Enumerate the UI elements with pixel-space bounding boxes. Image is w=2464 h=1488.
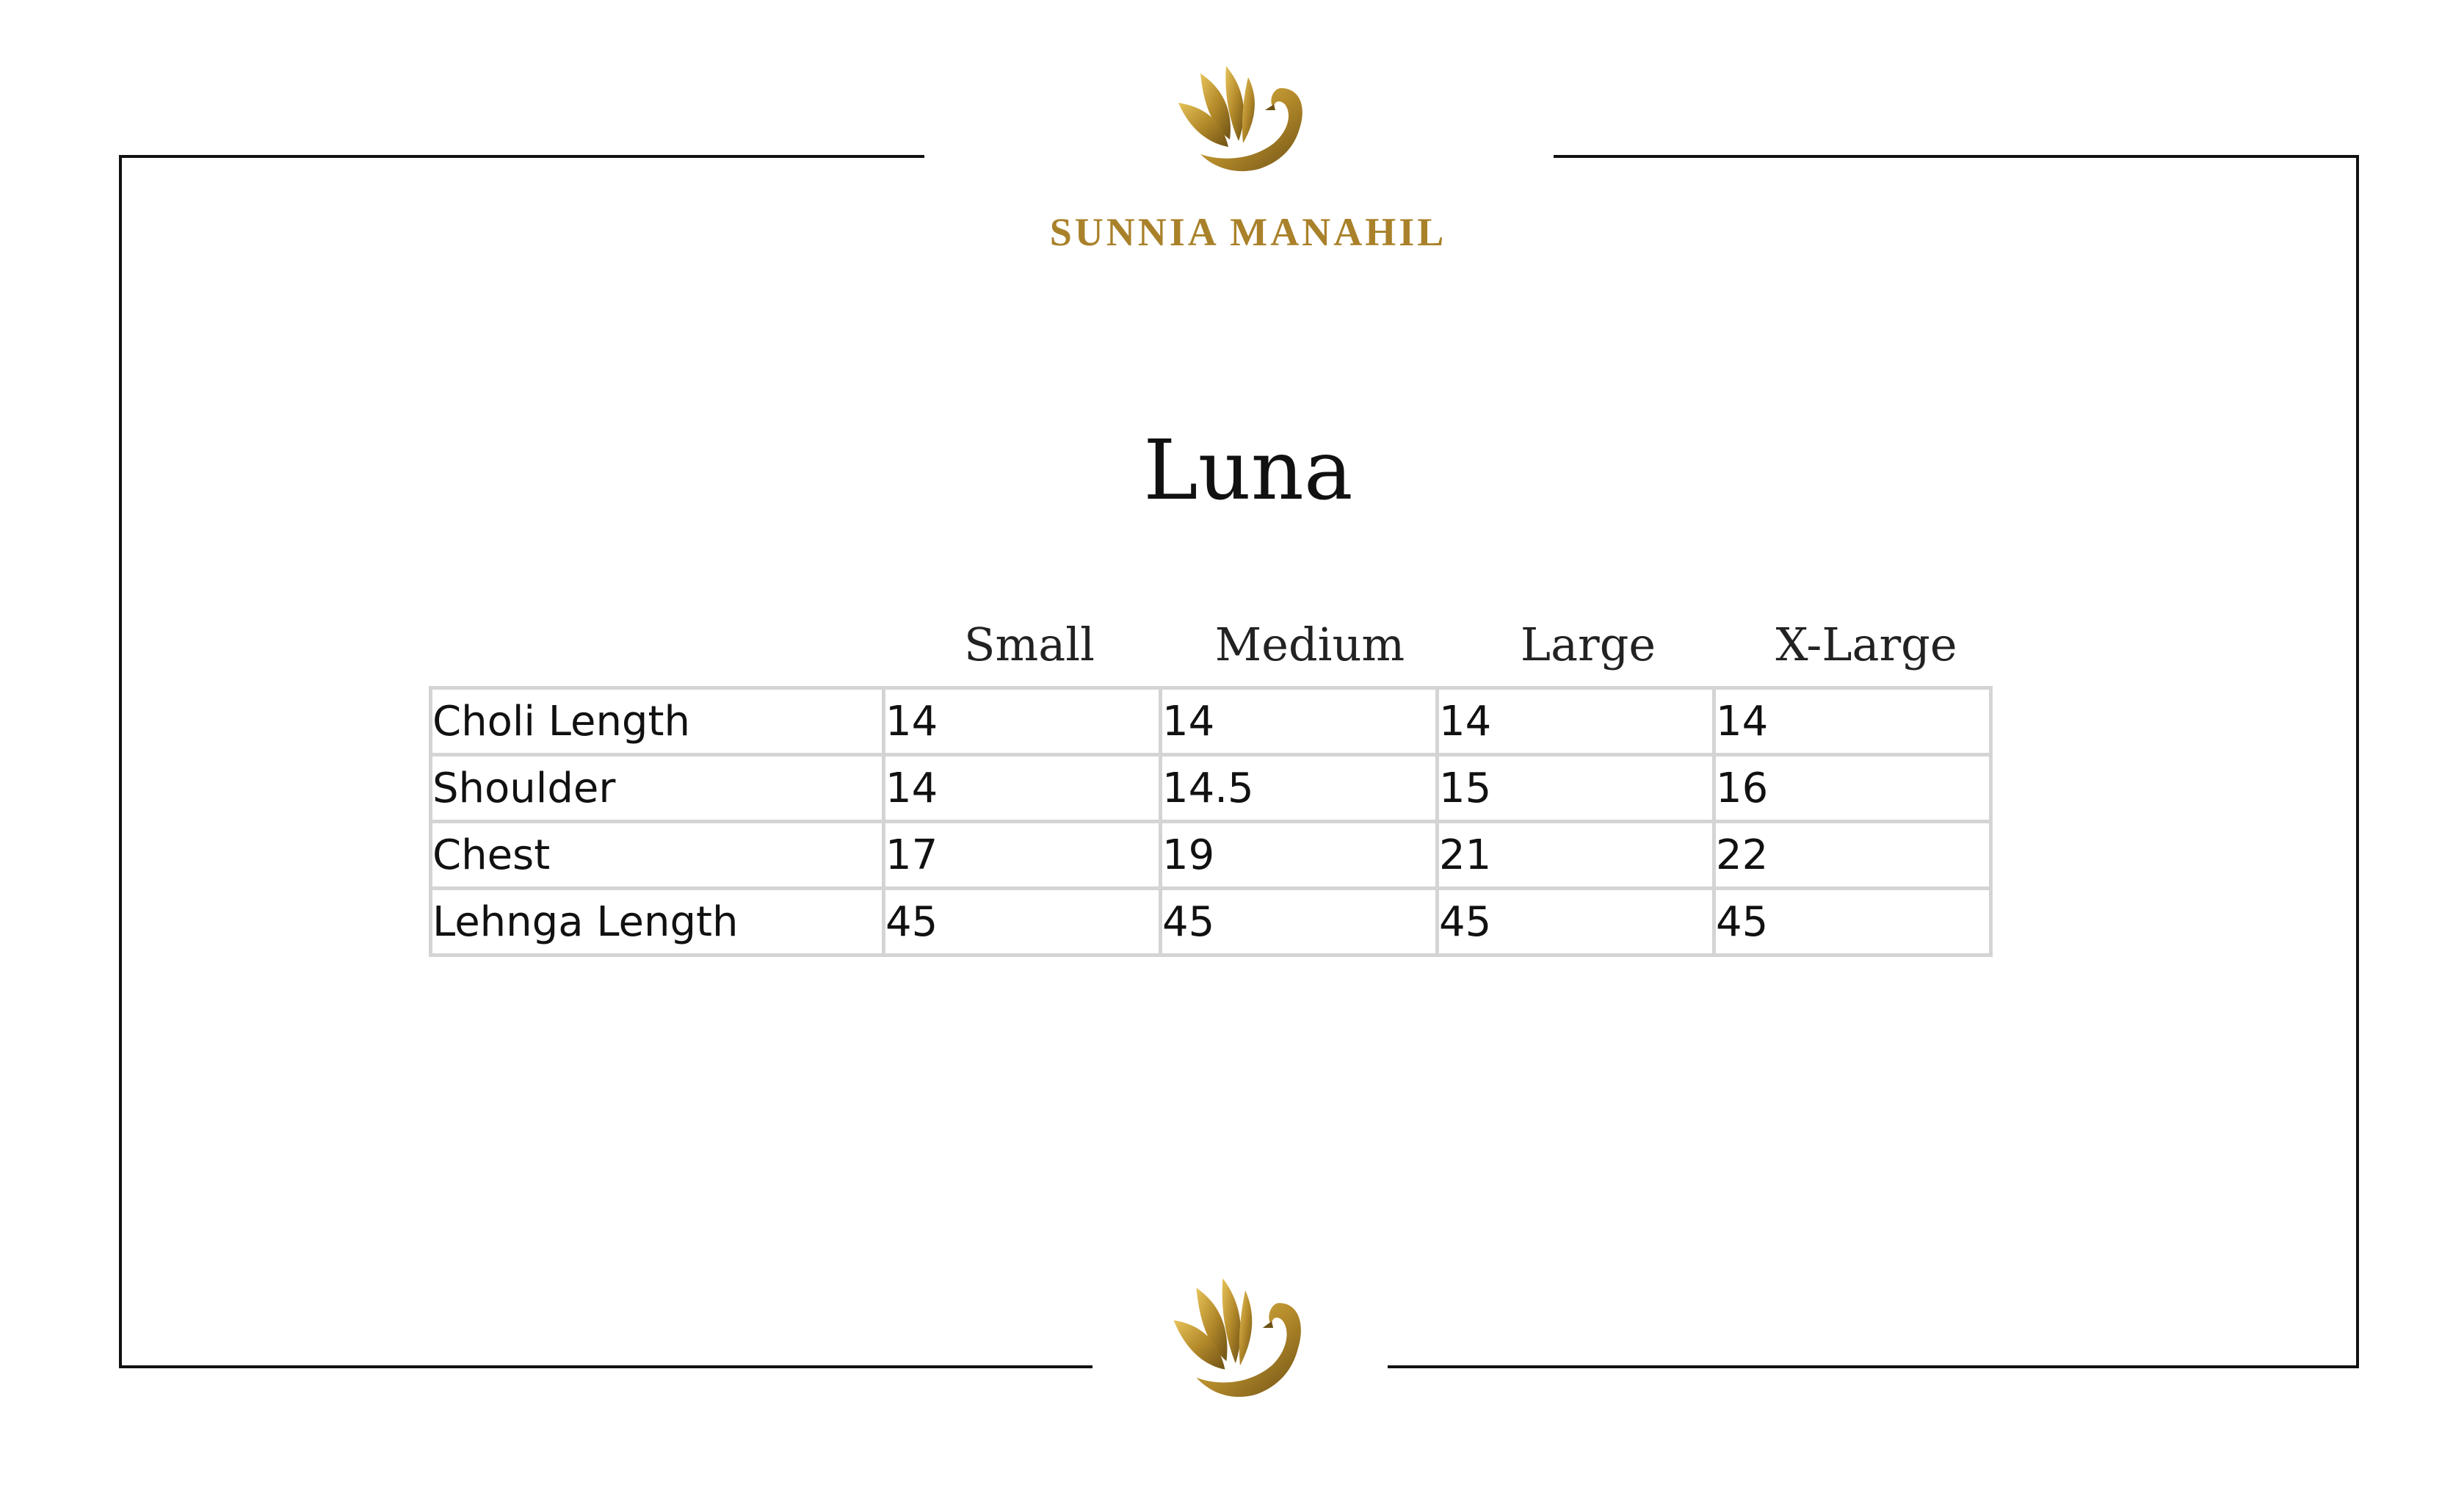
table-cell: 15 <box>1438 755 1714 822</box>
table-cell: 14 <box>1438 688 1714 755</box>
column-header-x-large: X-Large <box>1775 618 1957 671</box>
frame-bottom-right <box>1388 1365 2359 1368</box>
frame-left <box>119 155 122 1368</box>
table-cell: 16 <box>1714 755 1991 822</box>
row-label: Shoulder <box>431 755 884 822</box>
column-header-small: Small <box>964 618 1095 671</box>
page-title: Luna <box>1143 423 1353 519</box>
table-cell: 14 <box>884 688 1161 755</box>
table-cell: 14 <box>884 755 1161 822</box>
table-cell: 19 <box>1161 822 1438 889</box>
table-cell: 14 <box>1161 688 1438 755</box>
table-row <box>431 688 1991 755</box>
table-cell: 45 <box>1438 889 1714 956</box>
frame-right <box>2356 155 2359 1368</box>
column-header-medium: Medium <box>1214 618 1405 671</box>
table-row <box>431 822 1991 889</box>
frame-top-right <box>1554 155 2359 158</box>
frame-bottom-left <box>119 1365 1093 1368</box>
row-label: Chest <box>431 822 884 889</box>
row-label: Lehnga Length <box>431 889 884 956</box>
table-row <box>431 889 1991 956</box>
table-cell: 14.5 <box>1161 755 1438 822</box>
table-cell: 45 <box>1714 889 1991 956</box>
table-cell: 17 <box>884 822 1161 889</box>
table-row <box>431 755 1991 822</box>
table-cell: 45 <box>884 889 1161 956</box>
frame-top-left <box>119 155 924 158</box>
table-cell: 45 <box>1161 889 1438 956</box>
size-table <box>429 686 1993 957</box>
table-cell: 14 <box>1714 688 1991 755</box>
brand-name: SUNNIA MANAHIL <box>1049 210 1447 254</box>
golden-swan-icon <box>1171 59 1318 184</box>
column-header-large: Large <box>1520 618 1656 671</box>
table-cell: 21 <box>1438 822 1714 889</box>
table-cell: 22 <box>1714 822 1991 889</box>
row-label: Choli Length <box>431 688 884 755</box>
golden-swan-icon <box>1166 1269 1317 1412</box>
